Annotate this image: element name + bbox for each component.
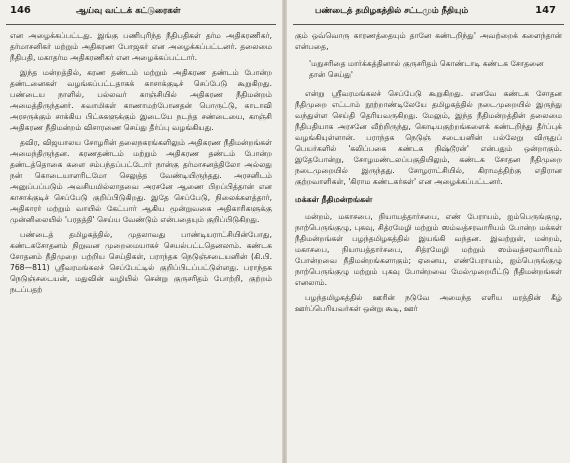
right-page-body <box>295 30 562 314</box>
left-page-number: 146 <box>10 5 31 16</box>
left-paragraph-3: தவிர, விஜயாலய சோழரின் தலைநகரங்களிலும் அதிகரண நீதிமன்றங்கள் அமைந்திருந்தன. கரணதண்டம் மற்றும் அதிகரண தண்டம் போன்ற தண்டத்தொகை களை சம்பந்தப்பட்டோர் நான்கு தர்மாசனத்திலோ அல்லது நன் கொடையாளரிடமோ செலுத்த வேண்டியிருந்தது. அரசனிடம் அனுப்பப்படும் அவசியமில்லாதவை அரசனே ஆணை பிறப்பித்தான் என காசாக்குடிச் செப்பேடு குறிப்பிடுகிறது. இதே செப்பேடு, நிலைக்களத்தார், அதிகாரர் மற்றும் வாயில் கேட்பார் ஆகிய மூன்றுவகை அதிகாரிகளுக்கு முன்னிலையில் 'பரதத்தி' செய்ய வேண்டும் என்பதையும் குறிப்பிடுகிறது. <box>10 138 272 224</box>
right-paragraph-3: மன்றம், மகாசபை, நியாயத்தார்சபை, எண் பேராயம், ஐம்பெருங்குழு, நாற்பெருங்குழு, புகவு, சித்ரமேழி மற்றும் ஸம்வத்சரவாரியம் போன்ற மக்கள் நீதிமன்றங்கள் பழந்தமிழகத்தில் இயங்கி வந்தன. இவற்றுள், மன்றம், மகாசபை, நியாயத்தார்சபை, சித்ரமேழி மற்றும் ஸம்வத்சரவாரியம் போன்றவை நீதிமன்றங்களாகும்; ஏனைய, எண்பேராயம், ஐம்பெருங்குழு நாற்பெருங்குழு மற்றும் புகவு போன்றவை மேல்முறையீட்டு நீதிமன்றங்கள் எனலாம். <box>295 212 562 287</box>
left-page-body <box>10 30 272 295</box>
left-page <box>0 0 282 463</box>
right-page-number: 147 <box>535 5 556 16</box>
left-page-header <box>6 4 276 25</box>
left-running-title: ஆய்வு வட்டக் கட்டுரைகள் <box>76 6 181 16</box>
right-page-header <box>293 4 564 25</box>
left-paragraph-1: என அழைக்கப்பட்டது. இங்கு பணிபுரிந்த நீதிபதிகள் தர்ம அதிகரணிகர், தர்மாசனிகர் மற்றும் அதிகரண போஜகர் என அழைக்கப்பட்டனர். தலைமை நீதிபதி, மகாதர்ம அதிகரணிகர் என அழைக்கப்பட்டார். <box>10 31 272 62</box>
left-paragraph-2: இந்த மன்றத்தில், கரண தண்டம் மற்றும் அதிகரண தண்டம் போன்ற தண்டனைகள் வழங்கப்பட்டதாகக் காசாக்குடிச் செப்பேடு கூறுகிறது. பண்டைய நாளில், பல்லவர் காஞ்சியில் அதிகரண நீதிமன்றம் அமைத்திருந்தனர். சுவாமிகள் காணாமற்போனதன் பொருட்டு, காடாவி அரசருக்கும் சாக்கிய பிட்சுகளுக்கும் இடையே நடந்த சண்டையை, காஞ்சி அதிகரண நீதிமன்றம் விசாரணை செய்து தீர்ப்பு வழங்கியது. <box>10 68 272 132</box>
inscription-quote: 'மநுசரிதை மார்க்கத்தினால் குருசரிதம் கொண்டாடி கண்டக சோதனை தான் செய்து' <box>309 59 544 79</box>
right-paragraph-1: கும் ஒவ்வொரு காரணத்தையும் தானே கண்டறிந்து' அவற்றைக் களைந்தான் என்பதை, <box>295 31 562 51</box>
right-page <box>287 0 570 463</box>
right-running-title: பண்டைத் தமிழகத்தில் சட்டமும் நீதியும் <box>315 6 469 16</box>
left-paragraph-4: பண்டைத் தமிழகத்தில், முதலாவது பாண்டியராட்சியின்போது, கண்டகசோதனம் நிறுவன முறைமையாகச் செயல்பட்டதெனலாம். கண்டக சோதனம் நீதிமுறை பற்றிய செய்திகள், பராந்தக நெடுஞ்சடையனின் (கி.பி. 768—811) ஸ்ரீவரமங்கலச் செப்பேட்டில் குறிப்பிடப்பட்டுள்ளது. பராந்தக நெடுஞ்சடையன், மதுவின் வழியில் சென்று குருசரிதம் போற்றி, குற்றம் நடப்பதற் <box>10 230 272 294</box>
right-paragraph-2: என்று ஸ்ரீவரமங்கலச் செப்பேடு கூறுகிறது. எனவே கண்டக சோதன நீதிமுறை எட்டாம் நூற்றாண்டிலேயே தமிழகத்தில் நடைமுறையில் இருந்து வந்துள்ள செய்தி தெரியவருகிறது. மேலும், இந்த நீதிமன்றத்தின் தலைமை நீதிபதியாக அரசனே வீற்றிருந்து, கொடியகுற்றங்களைக் கண்டறிந்து தீர்ப்புக் வழங்கியுள்ளான். பராந்தக நெடுஞ் சடையனின் பல்லேறு விருதுப் பெயர்களில் 'கலிப்பகை கண்டக நிஷ்டூரன்' என்பதும் ஒன்றாகும். இதேபோன்று, சோழமண்டலப்பகுதியிலும், கண்டக சோதன நீதிமுறை நடைமுறையில் இருந்தது. சோழராட்சியில், கிராமத்திற்கு எதிரான குற்றவாளிகள், 'கிராம கண்டகர்கள்' என அழைக்கப்பட்டனர். <box>295 89 562 186</box>
section-heading: மக்கள் நீதிமன்றங்கள் <box>295 195 373 204</box>
right-paragraph-4: பழந்தமிழகத்தில் ஊரின் நடுவே அமைந்த எளிய மரத்தின் கீழ் ஊர்ப்பெரியவர்கள் ஒன்று கூடி, ஊர் <box>295 293 562 313</box>
